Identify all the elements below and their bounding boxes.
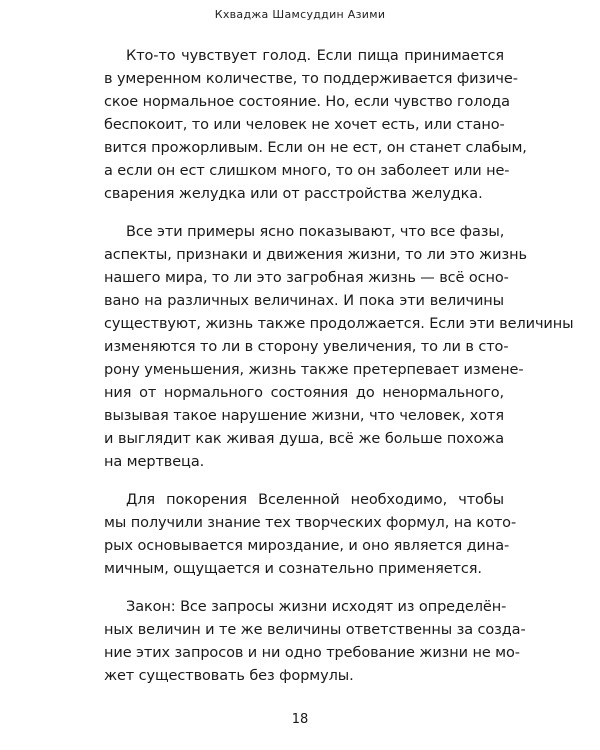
paragraph-1-line-6: а если он ест слишком много, то он заболеет или не-: [104, 163, 510, 179]
paragraph-2-line-3: нашего мира, то ли это загробная жизнь — всё осно-: [104, 270, 509, 286]
paragraph-2-line-2: аспекты, признаки и движения жизни, то ли это жизнь: [104, 247, 527, 263]
paragraph-1-line-5: вится прожорливым. Если он не ест, он станет слабым,: [104, 140, 527, 156]
paragraph-4-line-2: ных величин и те же величины ответственны за созда-: [104, 622, 526, 638]
paragraph-1-line-7: сварения желудка или от расстройства желудка.: [104, 186, 483, 202]
paragraph-3-line-3: рых основывается мироздание, и оно является дина-: [104, 538, 510, 554]
paragraph-1-line-1: Кто-то чувствует голод. Если пища принимается: [126, 48, 504, 64]
paragraph-4-line-4: жет существовать без формулы.: [104, 668, 354, 684]
paragraph-4-line-1: Закон: Все запросы жизни исходят из определён-: [126, 599, 507, 615]
paragraph-1-line-2: в умеренном количестве, то поддерживается физиче-: [104, 71, 518, 87]
paragraph-2-line-7: рону уменьшения, жизнь также претерпевает измене-: [104, 362, 524, 378]
paragraph-2-line-9: вызывая такое нарушение жизни, что человек, хотя: [104, 408, 504, 424]
paragraph-3-line-2: мы получили знание тех творческих формул, на кото-: [104, 515, 517, 531]
paragraph-2-line-5: существуют, жизнь также продолжается. Если эти величины: [104, 316, 574, 332]
paragraph-2-line-11: на мертвеца.: [104, 454, 205, 470]
paragraph-3-line-1: Для покорения Вселенной необходимо, чтобы: [126, 492, 504, 508]
paragraph-2-line-4: вано на различных величинах. И пока эти величины: [104, 293, 504, 309]
running-header: Кхваджа Шамсуддин Азими: [214, 8, 386, 21]
paragraph-3-line-4: мичным, ощущается и сознательно применяется.: [104, 561, 482, 577]
paragraph-1-line-4: беспокоит, то или человек не хочет есть, или стано-: [104, 117, 505, 133]
paragraph-4-line-3: ние этих запросов и ни одно требование жизни не мо-: [104, 645, 520, 661]
paragraph-2-line-8: ния от нормального состояния до ненормального,: [104, 385, 504, 401]
paragraph-2-line-1: Все эти примеры ясно показывают, что все фазы,: [126, 224, 505, 240]
page-number: 18: [291, 712, 309, 727]
paragraph-1-line-3: ское нормальное состояние. Но, если чувство голода: [104, 94, 510, 110]
paragraph-2-line-10: и выглядит как живая душа, всё же больше похожа: [104, 431, 504, 447]
paragraph-2-line-6: изменяются то ли в сторону увеличения, то ли в сто-: [104, 339, 509, 355]
